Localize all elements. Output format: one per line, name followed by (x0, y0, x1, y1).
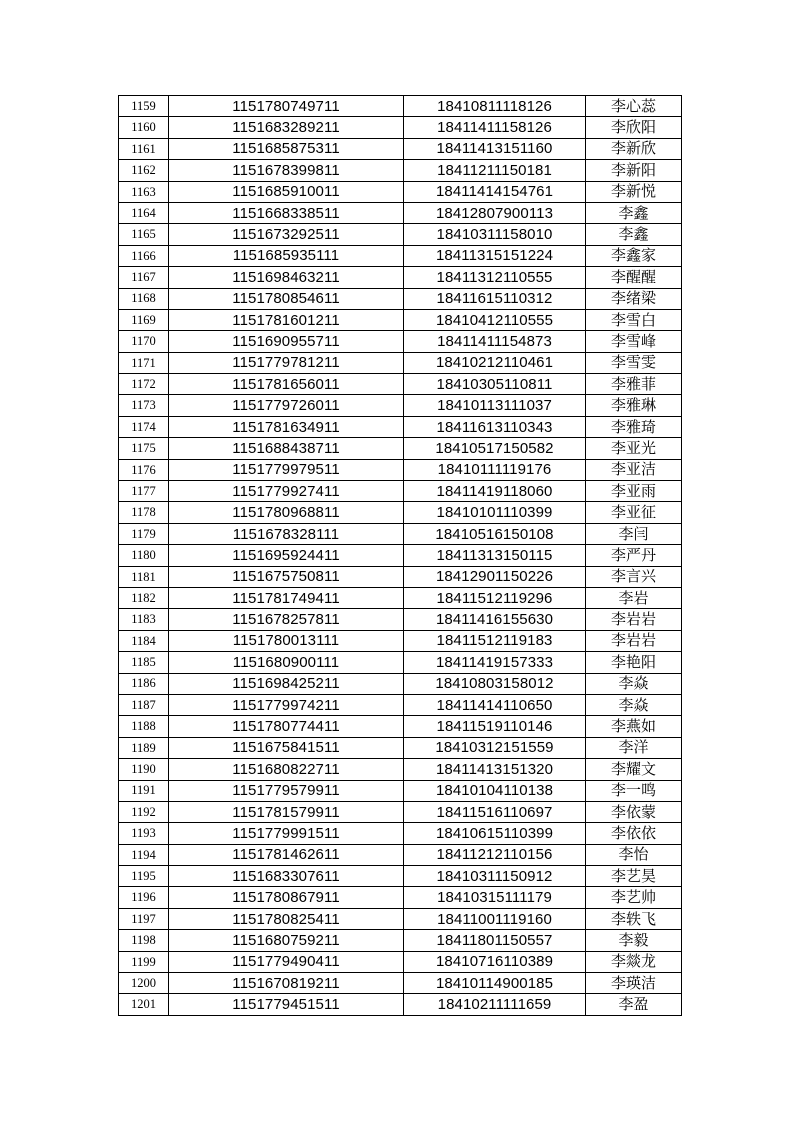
table-row (119, 352, 682, 373)
row-index-cell: 1159 (119, 96, 169, 117)
row-index-cell: 1198 (119, 930, 169, 951)
name-cell: 李依依 (586, 823, 682, 844)
id-number-cell: 18411411158126 (404, 117, 586, 138)
row-index-cell: 1172 (119, 374, 169, 395)
row-index-cell: 1163 (119, 181, 169, 202)
table-row (119, 374, 682, 395)
exam-number-cell: 1151781749411 (169, 587, 404, 608)
exam-number-cell: 1151668338511 (169, 202, 404, 223)
row-index-cell: 1185 (119, 652, 169, 673)
name-cell: 李依蒙 (586, 801, 682, 822)
table-row (119, 673, 682, 694)
id-number-cell: 18410312151559 (404, 737, 586, 758)
id-number-cell: 18411516110697 (404, 801, 586, 822)
name-cell: 李醒醒 (586, 267, 682, 288)
row-index-cell: 1178 (119, 502, 169, 523)
name-cell: 李严丹 (586, 545, 682, 566)
id-number-cell: 18410615110399 (404, 823, 586, 844)
row-index-cell: 1193 (119, 823, 169, 844)
exam-number-cell: 1151779974211 (169, 694, 404, 715)
exam-number-cell: 1151678328111 (169, 523, 404, 544)
name-cell: 李盈 (586, 994, 682, 1015)
id-number-cell: 18411615110312 (404, 288, 586, 309)
exam-number-cell: 1151685910011 (169, 181, 404, 202)
name-cell: 李艳阳 (586, 652, 682, 673)
roster-table (118, 95, 682, 1016)
row-index-cell: 1190 (119, 759, 169, 780)
table-row (119, 267, 682, 288)
row-index-cell: 1187 (119, 694, 169, 715)
exam-number-cell: 1151695924411 (169, 545, 404, 566)
exam-number-cell: 1151779579911 (169, 780, 404, 801)
row-index-cell: 1168 (119, 288, 169, 309)
exam-number-cell: 1151780968811 (169, 502, 404, 523)
table-row (119, 844, 682, 865)
id-number-cell: 18410101110399 (404, 502, 586, 523)
table-row (119, 224, 682, 245)
exam-number-cell: 1151781579911 (169, 801, 404, 822)
table-row (119, 245, 682, 266)
row-index-cell: 1177 (119, 481, 169, 502)
exam-number-cell: 1151685875311 (169, 138, 404, 159)
exam-number-cell: 1151680900111 (169, 652, 404, 673)
id-number-cell: 18411315151224 (404, 245, 586, 266)
table-row (119, 930, 682, 951)
exam-number-cell: 1151675750811 (169, 566, 404, 587)
exam-number-cell: 1151779991511 (169, 823, 404, 844)
name-cell: 李亚洁 (586, 459, 682, 480)
row-index-cell: 1188 (119, 716, 169, 737)
name-cell: 李雪白 (586, 309, 682, 330)
table-row (119, 652, 682, 673)
id-number-cell: 18411312110555 (404, 267, 586, 288)
table-row (119, 716, 682, 737)
id-number-cell: 18411212110156 (404, 844, 586, 865)
table-row (119, 801, 682, 822)
table-row (119, 908, 682, 929)
id-number-cell: 18410114900185 (404, 973, 586, 994)
table-row (119, 887, 682, 908)
table-row (119, 288, 682, 309)
table-row (119, 523, 682, 544)
name-cell: 李一鸣 (586, 780, 682, 801)
id-number-cell: 18412901150226 (404, 566, 586, 587)
name-cell: 李焱 (586, 694, 682, 715)
exam-number-cell: 1151680822711 (169, 759, 404, 780)
name-cell: 李鑫 (586, 202, 682, 223)
row-index-cell: 1197 (119, 908, 169, 929)
table-row (119, 138, 682, 159)
id-number-cell: 18411613110343 (404, 416, 586, 437)
name-cell: 李雅菲 (586, 374, 682, 395)
id-number-cell: 18410305110811 (404, 374, 586, 395)
row-index-cell: 1192 (119, 801, 169, 822)
exam-number-cell: 1151779979511 (169, 459, 404, 480)
row-index-cell: 1175 (119, 438, 169, 459)
name-cell: 李焱 (586, 673, 682, 694)
row-index-cell: 1179 (119, 523, 169, 544)
table-row (119, 202, 682, 223)
id-number-cell: 18411512119183 (404, 630, 586, 651)
name-cell: 李欣阳 (586, 117, 682, 138)
id-number-cell: 18410412110555 (404, 309, 586, 330)
name-cell: 李瑛洁 (586, 973, 682, 994)
exam-number-cell: 1151780867911 (169, 887, 404, 908)
name-cell: 李洋 (586, 737, 682, 758)
id-number-cell: 18410212110461 (404, 352, 586, 373)
row-index-cell: 1182 (119, 587, 169, 608)
name-cell: 李新阳 (586, 160, 682, 181)
table-row (119, 502, 682, 523)
name-cell: 李雪峰 (586, 331, 682, 352)
name-cell: 李新悦 (586, 181, 682, 202)
id-number-cell: 18410803158012 (404, 673, 586, 694)
name-cell: 李岩岩 (586, 630, 682, 651)
table-row (119, 737, 682, 758)
exam-number-cell: 1151690955711 (169, 331, 404, 352)
table-row (119, 309, 682, 330)
id-number-cell: 18411519110146 (404, 716, 586, 737)
exam-number-cell: 1151675841511 (169, 737, 404, 758)
table-row (119, 459, 682, 480)
name-cell: 李雅琳 (586, 395, 682, 416)
row-index-cell: 1167 (119, 267, 169, 288)
exam-number-cell: 1151698425211 (169, 673, 404, 694)
id-number-cell: 18411419118060 (404, 481, 586, 502)
table-row (119, 609, 682, 630)
name-cell: 李轶飞 (586, 908, 682, 929)
name-cell: 李雅琦 (586, 416, 682, 437)
exam-number-cell: 1151673292511 (169, 224, 404, 245)
id-number-cell: 18411512119296 (404, 587, 586, 608)
row-index-cell: 1200 (119, 973, 169, 994)
row-index-cell: 1195 (119, 866, 169, 887)
id-number-cell: 18410811118126 (404, 96, 586, 117)
name-cell: 李亚雨 (586, 481, 682, 502)
id-number-cell: 18410315111179 (404, 887, 586, 908)
table-row (119, 587, 682, 608)
row-index-cell: 1173 (119, 395, 169, 416)
exam-number-cell: 1151678399811 (169, 160, 404, 181)
row-index-cell: 1191 (119, 780, 169, 801)
name-cell: 李岩 (586, 587, 682, 608)
id-number-cell: 18411416155630 (404, 609, 586, 630)
table-row (119, 181, 682, 202)
exam-number-cell: 1151780825411 (169, 908, 404, 929)
exam-number-cell: 1151780774411 (169, 716, 404, 737)
table-row (119, 395, 682, 416)
table-row (119, 866, 682, 887)
table-row (119, 951, 682, 972)
exam-number-cell: 1151779490411 (169, 951, 404, 972)
row-index-cell: 1166 (119, 245, 169, 266)
name-cell: 李耀文 (586, 759, 682, 780)
exam-number-cell: 1151779781211 (169, 352, 404, 373)
name-cell: 李艺昊 (586, 866, 682, 887)
id-number-cell: 18410311150912 (404, 866, 586, 887)
exam-number-cell: 1151698463211 (169, 267, 404, 288)
name-cell: 李鑫家 (586, 245, 682, 266)
exam-number-cell: 1151779726011 (169, 395, 404, 416)
id-number-cell: 18411419157333 (404, 652, 586, 673)
table-row (119, 160, 682, 181)
row-index-cell: 1183 (119, 609, 169, 630)
name-cell: 李燕如 (586, 716, 682, 737)
exam-number-cell: 1151678257811 (169, 609, 404, 630)
exam-number-cell: 1151781601211 (169, 309, 404, 330)
exam-number-cell: 1151779927411 (169, 481, 404, 502)
row-index-cell: 1165 (119, 224, 169, 245)
row-index-cell: 1174 (119, 416, 169, 437)
row-index-cell: 1184 (119, 630, 169, 651)
id-number-cell: 18410111119176 (404, 459, 586, 480)
name-cell: 李绪梁 (586, 288, 682, 309)
table-row (119, 416, 682, 437)
id-number-cell: 18411211150181 (404, 160, 586, 181)
exam-number-cell: 1151680759211 (169, 930, 404, 951)
row-index-cell: 1160 (119, 117, 169, 138)
table-row (119, 994, 682, 1015)
name-cell: 李鑫 (586, 224, 682, 245)
exam-number-cell: 1151780854611 (169, 288, 404, 309)
id-number-cell: 18411001119160 (404, 908, 586, 929)
id-number-cell: 18411414154761 (404, 181, 586, 202)
row-index-cell: 1186 (119, 673, 169, 694)
id-number-cell: 18411411154873 (404, 331, 586, 352)
exam-number-cell: 1151670819211 (169, 973, 404, 994)
row-index-cell: 1176 (119, 459, 169, 480)
table-row (119, 780, 682, 801)
row-index-cell: 1170 (119, 331, 169, 352)
exam-number-cell: 1151781656011 (169, 374, 404, 395)
name-cell: 李雪雯 (586, 352, 682, 373)
id-number-cell: 18410516150108 (404, 523, 586, 544)
id-number-cell: 18410517150582 (404, 438, 586, 459)
exam-number-cell: 1151683289211 (169, 117, 404, 138)
name-cell: 李新欣 (586, 138, 682, 159)
exam-number-cell: 1151781462611 (169, 844, 404, 865)
table-row (119, 694, 682, 715)
row-index-cell: 1164 (119, 202, 169, 223)
roster-table-body (119, 96, 682, 1016)
id-number-cell: 18412807900113 (404, 202, 586, 223)
name-cell: 李毅 (586, 930, 682, 951)
name-cell: 李心蕊 (586, 96, 682, 117)
table-row (119, 973, 682, 994)
id-number-cell: 18411413151320 (404, 759, 586, 780)
id-number-cell: 18411313150115 (404, 545, 586, 566)
exam-number-cell: 1151683307611 (169, 866, 404, 887)
row-index-cell: 1171 (119, 352, 169, 373)
row-index-cell: 1181 (119, 566, 169, 587)
table-row (119, 566, 682, 587)
id-number-cell: 18411414110650 (404, 694, 586, 715)
row-index-cell: 1162 (119, 160, 169, 181)
row-index-cell: 1189 (119, 737, 169, 758)
row-index-cell: 1161 (119, 138, 169, 159)
id-number-cell: 18411801150557 (404, 930, 586, 951)
row-index-cell: 1169 (119, 309, 169, 330)
table-row (119, 630, 682, 651)
id-number-cell: 18411413151160 (404, 138, 586, 159)
exam-number-cell: 1151685935111 (169, 245, 404, 266)
name-cell: 李岩岩 (586, 609, 682, 630)
exam-number-cell: 1151780749711 (169, 96, 404, 117)
name-cell: 李燚龙 (586, 951, 682, 972)
row-index-cell: 1180 (119, 545, 169, 566)
exam-number-cell: 1151779451511 (169, 994, 404, 1015)
name-cell: 李怡 (586, 844, 682, 865)
row-index-cell: 1194 (119, 844, 169, 865)
id-number-cell: 18410104110138 (404, 780, 586, 801)
table-row (119, 823, 682, 844)
id-number-cell: 18410311158010 (404, 224, 586, 245)
table-row (119, 96, 682, 117)
name-cell: 李言兴 (586, 566, 682, 587)
row-index-cell: 1201 (119, 994, 169, 1015)
row-index-cell: 1196 (119, 887, 169, 908)
name-cell: 李亚光 (586, 438, 682, 459)
table-row (119, 438, 682, 459)
id-number-cell: 18410716110389 (404, 951, 586, 972)
table-row (119, 545, 682, 566)
row-index-cell: 1199 (119, 951, 169, 972)
name-cell: 李亚征 (586, 502, 682, 523)
table-row (119, 759, 682, 780)
name-cell: 李艺帅 (586, 887, 682, 908)
exam-number-cell: 1151781634911 (169, 416, 404, 437)
exam-number-cell: 1151780013111 (169, 630, 404, 651)
id-number-cell: 18410211111659 (404, 994, 586, 1015)
table-row (119, 331, 682, 352)
table-row (119, 481, 682, 502)
exam-number-cell: 1151688438711 (169, 438, 404, 459)
table-row (119, 117, 682, 138)
name-cell: 李闫 (586, 523, 682, 544)
id-number-cell: 18410113111037 (404, 395, 586, 416)
